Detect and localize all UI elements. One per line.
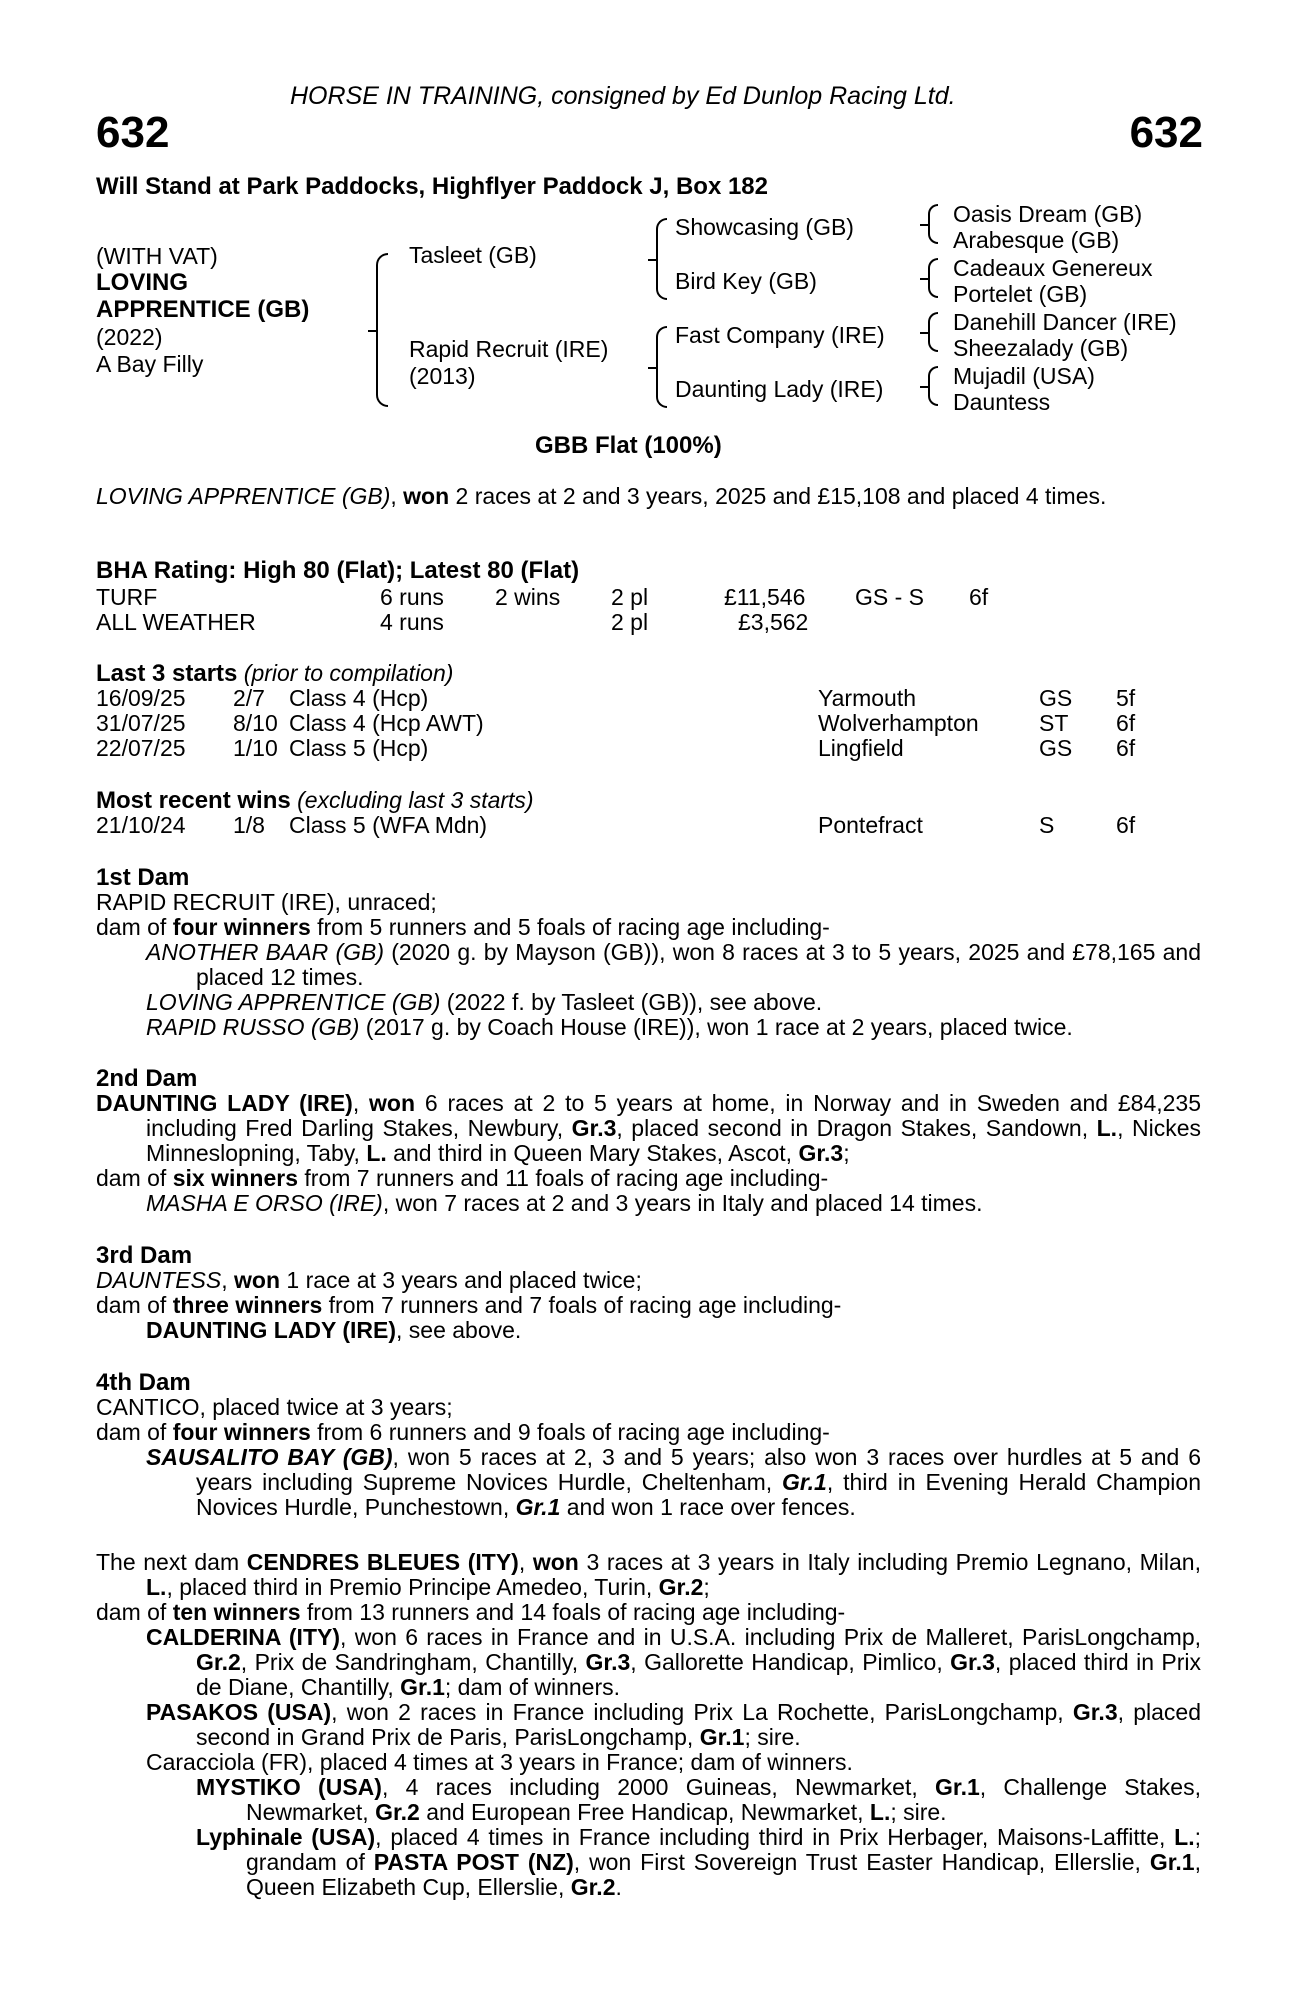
produce-item: SAUSALITO BAY (GB), won 5 races at 2, 3 and 5 years; also won 3 races over hurdles at 5 and 6 years including Supreme Novices Hurdle, Cheltenham, Gr.1, third in Evening Herald Champion Novices Hurdle, Punchestown, Gr.1 and won 1 race over fences. [146,1444,1202,1520]
pedigree-g3-item: Arabesque (GB) [953,227,1120,253]
pedigree-g3-item: Oasis Dream (GB) [953,201,1143,227]
pedigree-brace-g3-3 [928,312,938,352]
pedigree-brace-g3-1 [928,204,938,244]
first-dam-line: RAPID RECRUIT (IRE), unraced; [96,889,437,915]
horse-year: (2022) [96,324,163,350]
produce-item: DAUNTING LADY (IRE), see above. [146,1317,522,1343]
race-cell-course: Lingfield [818,735,904,761]
next-dam-section [96,1550,1201,1900]
produce-item: CALDERINA (ITY), won 6 races in France and in U.S.A. including Prix de Malleret, ParisLongchamp, Gr.2, Prix de Sandringham, Chantilly, Gr.3, Gallorette Handicap, Pimlico, Gr.3, placed third in Prix de Diane, Chantilly, Gr.1; dam of winners. [146,1624,1202,1700]
race-cell-pos: 8/10 [233,710,278,736]
pedigree-brace-sire [656,218,667,300]
last3-title: Last 3 starts (prior to compilation) [96,660,454,687]
produce-item: RAPID RUSSO (GB) (2017 g. by Coach House (IRE)), won 1 race at 2 years, placed twice. [146,1014,1073,1040]
pedigree-sire: Tasleet (GB) [409,242,537,268]
first-dam-title: 1st Dam [96,864,190,891]
pedigree-g3-item: Cadeaux Genereux [953,255,1153,281]
pedigree-sire-sire: Showcasing (GB) [675,214,854,240]
pedigree-brace-gen1 [376,253,388,407]
lot-number-right: 632 [1129,108,1203,157]
race-summary: LOVING APPRENTICE (GB), won 2 races at 2 and 3 years, 2025 and £15,108 and placed 4 times. [96,483,1107,509]
rating-placed: 2 pl [611,584,649,610]
gbb-label: GBB Flat (100%) [535,432,722,459]
race-cell-going: GS [1039,735,1073,761]
produce-item: MYSTIKO (USA), 4 races including 2000 Guineas, Newmarket, Gr.1, Challenge Stakes, Newmarket, Gr.2 and European Free Handicap, Newmarket, L.; sire. [196,1774,1201,1825]
rating-row-turf: TURF [96,584,158,610]
vat-note: (WITH VAT) [96,243,218,269]
produce-item: Lyphinale (USA), placed 4 times in France including third in Prix Herbager, Maisons-Laffitte, L.; grandam of PASTA POST (NZ), won First Sovereign Trust Easter Handicap, Ellerslie, Gr.1, Queen Elizabeth Cup, Ellerslie, Gr.2. [196,1824,1201,1900]
race-cell-date: 16/09/25 [96,685,186,711]
pedigree-brace-g3-4 [928,366,938,406]
race-cell-going: S [1039,812,1055,838]
recent-wins-title: Most recent wins (excluding last 3 starts) [96,787,534,814]
second-dam-section [96,1066,1201,1216]
rating-row-aw: ALL WEATHER [96,609,256,635]
race-cell-going: ST [1039,710,1069,736]
race-cell-race: Class 4 (Hcp AWT) [289,710,484,736]
produce-item: MASHA E ORSO (IRE), won 7 races at 2 and 3 years in Italy and placed 14 times. [146,1190,983,1216]
third-dam-section [96,1243,1201,1343]
second-dam-record: DAUNTING LADY (IRE), won 6 races at 2 to 5 years at home, in Norway and in Sweden and £84,235 including Fred Darling Stakes, Newbury, Gr.3, placed second in Dragon Stakes, Sandown, L., Nickes Minneslopning, Taby, L. and third in Queen Mary Stakes, Ascot, Gr.3; [96,1090,1202,1166]
stand-location: Will Stand at Park Paddocks, Highflyer Paddock J, Box 182 [96,173,768,200]
rating-wins: 2 wins [495,584,561,610]
rating-going: GS - S [855,584,925,610]
produce-item: LOVING APPRENTICE (GB) (2022 f. by Tasleet (GB)), see above. [146,989,823,1015]
race-cell-dist: 6f [1116,812,1136,838]
fourth-dam-section [96,1370,1201,1520]
fourth-dam-line: CANTICO, placed twice at 3 years; [96,1394,453,1420]
first-dam-produce: dam of four winners from 5 runners and 5 foals of racing age including- [96,914,830,940]
fourth-dam-title: 4th Dam [96,1369,191,1396]
rating-placed: 2 pl [611,609,649,635]
horse-name-line1: LOVING [96,269,189,296]
third-dam-record: DAUNTESS, won 1 race at 3 years and placed twice; [96,1267,642,1293]
pedigree-g3-item: Portelet (GB) [953,281,1088,307]
second-dam-title: 2nd Dam [96,1065,198,1092]
race-cell-pos: 1/8 [233,812,265,838]
next-dam-record: The next dam CENDRES BLEUES (ITY), won 3 races at 3 years in Italy including Premio Legnano, Milan, L., placed third in Premio Principe Amedeo, Turin, Gr.2; [96,1549,1201,1600]
pedigree-brace-dam [656,326,667,408]
next-dam-produce: dam of ten winners from 13 runners and 14 foals of racing age including- [96,1599,846,1625]
pedigree-g3-item: Mujadil (USA) [953,363,1095,389]
rating-prize: £3,562 [738,609,809,635]
race-cell-race: Class 5 (WFA Mdn) [289,812,488,838]
race-cell-pos: 2/7 [233,685,265,711]
rating-runs: 6 runs [380,584,444,610]
second-dam-produce: dam of six winners from 7 runners and 11 foals of racing age including- [96,1165,829,1191]
pedigree-dam-year: (2013) [409,363,476,389]
race-cell-dist: 6f [1116,735,1136,761]
race-cell-going: GS [1039,685,1073,711]
race-cell-date: 22/07/25 [96,735,186,761]
race-cell-course: Yarmouth [818,685,917,711]
third-dam-title: 3rd Dam [96,1242,193,1269]
rating-prize: £11,546 [724,584,806,610]
fourth-dam-produce: dam of four winners from 6 runners and 9 foals of racing age including- [96,1419,830,1445]
pedigree-dam: Rapid Recruit (IRE) [409,336,609,362]
race-cell-course: Pontefract [818,812,923,838]
race-cell-pos: 1/10 [233,735,278,761]
bha-rating-title: BHA Rating: High 80 (Flat); Latest 80 (Flat) [96,557,580,584]
horse-name-line2: APPRENTICE (GB) [96,296,310,323]
pedigree-g3-item: Sheezalady (GB) [953,335,1129,361]
race-cell-race: Class 5 (Hcp) [289,735,429,761]
produce-item: ANOTHER BAAR (GB) (2020 g. by Mayson (GB)), won 8 races at 3 to 5 years, 2025 and £78,165 and placed 12 times. [146,939,1201,990]
produce-item: PASAKOS (USA), won 2 races in France including Prix La Rochette, ParisLongchamp, Gr.3, placed second in Grand Prix de Paris, ParisLongchamp, Gr.1; sire. [146,1699,1201,1750]
race-cell-date: 31/07/25 [96,710,186,736]
third-dam-produce: dam of three winners from 7 runners and 7 foals of racing age including- [96,1292,842,1318]
race-cell-date: 21/10/24 [96,812,186,838]
lot-number-left: 632 [96,108,170,157]
pedigree-brace-g3-2 [928,258,938,298]
produce-item: Caracciola (FR), placed 4 times at 3 years in France; dam of winners. [146,1749,853,1775]
race-cell-race: Class 4 (Hcp) [289,685,429,711]
first-dam-section [96,865,1201,1040]
horse-description: A Bay Filly [96,351,204,377]
pedigree-dam-dam: Daunting Lady (IRE) [675,376,884,402]
race-cell-dist: 6f [1116,710,1136,736]
pedigree-sire-dam: Bird Key (GB) [675,268,817,294]
pedigree-g3-item: Dauntess [953,389,1051,415]
race-cell-course: Wolverhampton [818,710,979,736]
rating-distance: 6f [969,584,989,610]
consignor-header: HORSE IN TRAINING, consigned by Ed Dunlop Racing Ltd. [290,82,956,110]
pedigree-g3-item: Danehill Dancer (IRE) [953,309,1177,335]
rating-runs: 4 runs [380,609,444,635]
race-cell-dist: 5f [1116,685,1136,711]
pedigree-dam-sire: Fast Company (IRE) [675,322,885,348]
